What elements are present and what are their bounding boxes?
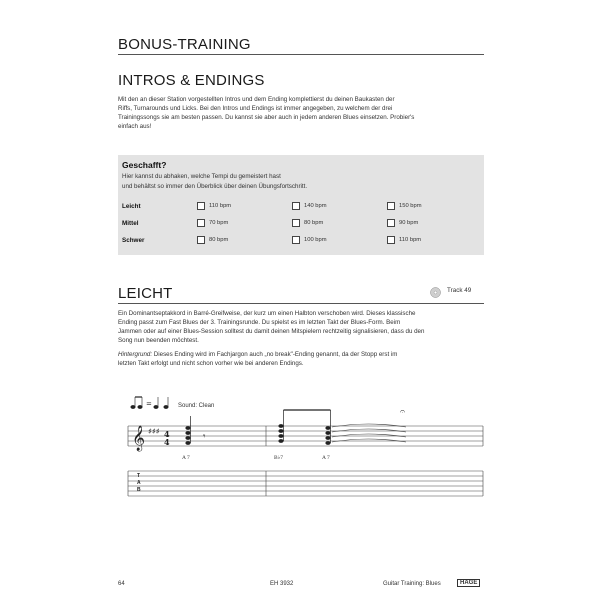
cd-icon [430,285,441,296]
bpm-value: 80 bpm [304,220,324,226]
edition-code: EH 3932 [270,581,294,587]
checkbox-leicht-3[interactable] [387,202,395,210]
row-label-mittel: Mittel [122,220,139,227]
checkbox-schwer-2[interactable] [292,236,300,244]
bpm-value: 110 bpm [399,237,422,243]
checkbox-leicht-2[interactable] [292,202,300,210]
row-label-schwer: Schwer [122,237,145,244]
box-title: Geschafft? [122,160,167,170]
chord-bb7 [278,410,283,443]
checkbox-schwer-1[interactable] [197,236,205,244]
bpm-value: 150 bpm [399,203,422,209]
svg-text:=: = [146,400,152,408]
box-line-2: und behältst so immer den Überblick über deinen Übungsfortschritt. [122,183,308,190]
tab-letter: B [137,487,141,493]
page-number: 64 [118,581,125,587]
hint-paragraph: Hintergrund: Dieses Ending wird im Fachjargon auch „no break"-Ending genannt, da der Stopp erst im letzten Takt erfolgt und nicht schon vorher wie bei anderen Endings. [118,351,398,367]
checkbox-mittel-2[interactable] [292,219,300,227]
tab-letter: T [137,473,141,479]
progress-box [118,155,484,255]
checkbox-mittel-1[interactable] [197,219,205,227]
section-header: BONUS-TRAINING [118,36,251,53]
bpm-value: 70 bpm [209,220,229,226]
box-line-1: Hier kannst du abhaken, welche Tempi du gemeistert hast [122,173,281,180]
svg-text:𝄐: 𝄐 [400,407,406,417]
chord-name: A 7 [182,455,190,461]
treble-clef-icon: 𝄞 [132,426,146,451]
bpm-value: 100 bpm [304,237,327,243]
bpm-value: 110 bpm [209,203,232,209]
chord-name: A 7 [322,455,330,461]
svg-text:4: 4 [164,429,170,439]
tab-staff [128,471,483,496]
leicht-paragraph: Ein Dominantseptakkord in Barré-Greifweise, der kurz um einen Halbton verschoben wird. Dieses klassische Ending passt zum Fast Blues der 3. Trainingsrunde. Du spielst es im letzten Takt der Blues-Form. Beim Jammen oder auf einer Blues-Session solltest du damit deinen Mitspielern rechtzeitig signalisieren, dass du den Song nun beenden möchtest. [118,310,425,344]
svg-text:𝄾: 𝄾 [203,432,206,442]
book-title: Guitar Training: Blues [383,581,441,587]
bpm-value: 90 bpm [399,220,419,226]
ties [332,424,406,442]
staff [128,426,483,446]
notation-figure [118,388,488,500]
svg-text:4: 4 [164,437,170,447]
row-label-leicht: Leicht [122,203,141,210]
sound-label: Sound: Clean [178,403,215,409]
checkbox-mittel-3[interactable] [387,219,395,227]
leicht-title: LEICHT [118,285,173,302]
tab-letter: A [137,480,141,486]
header-rule [118,54,484,55]
chord-a7-first [185,416,190,445]
intros-title: INTROS & ENDINGS [118,72,265,89]
intros-paragraph: Mit den an dieser Station vorgestellten Intros und dem Ending komplettierst du deinen Baukasten der Riffs, Turnarounds und Licks. Bei den Intros und Endings ist immer angegeben, zu welchem der drei Trainingssongs sie am besten passen. Du kannst sie aber auch in jedem anderen Blues einsetzen. Probier's einfach aus! [118,96,415,130]
bpm-value: 80 bpm [209,237,229,243]
chord-name: B♭7 [274,455,284,461]
swing-symbol [131,397,168,409]
svg-text:♯♯♯: ♯♯♯ [148,427,160,436]
hint-label: Hintergrund: [118,351,153,358]
chord-a7-second [325,410,330,445]
bpm-value: 140 bpm [304,203,327,209]
leicht-rule [118,303,484,304]
track-label: Track 49 [447,287,472,294]
checkbox-leicht-1[interactable] [197,202,205,210]
checkbox-schwer-3[interactable] [387,236,395,244]
publisher-logo: HAGE [457,579,480,587]
